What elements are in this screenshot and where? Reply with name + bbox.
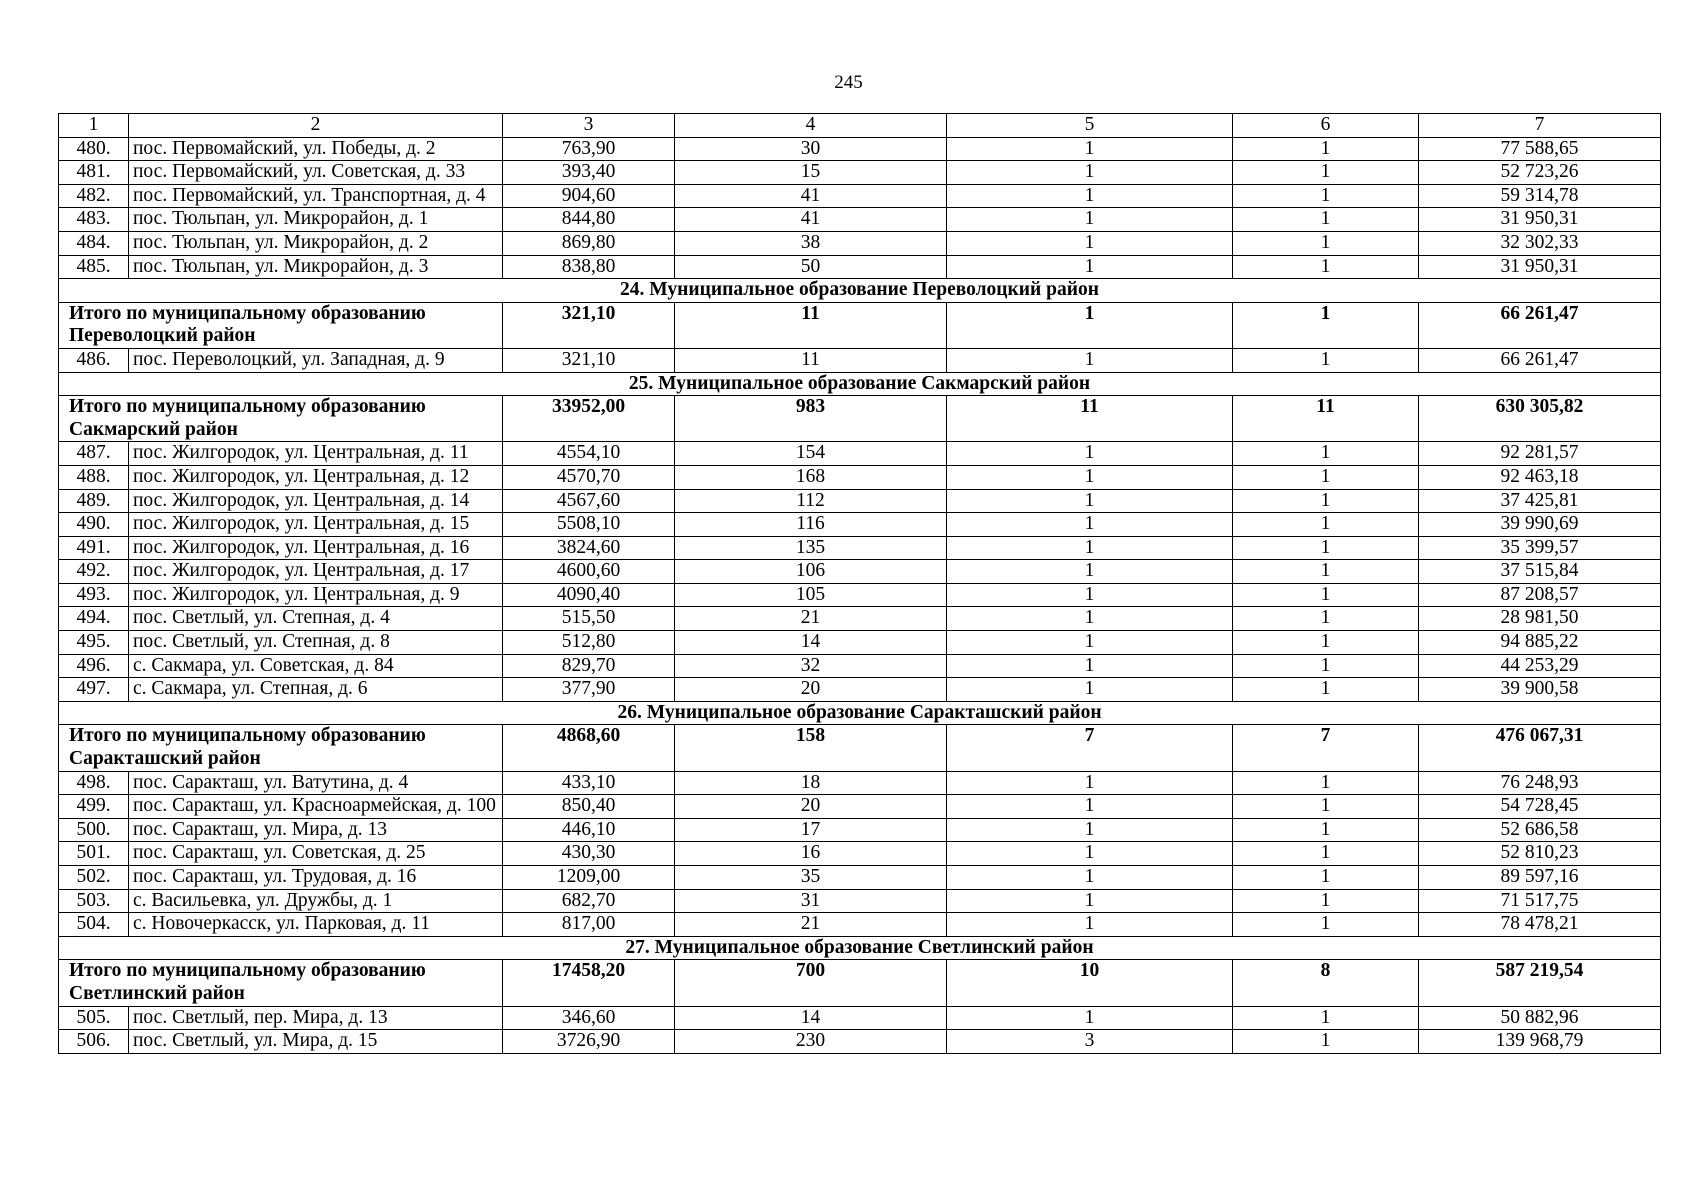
value-cell: 94 885,22 (1419, 631, 1661, 655)
column-header: 2 (129, 114, 503, 138)
value-cell: 50 882,96 (1419, 1006, 1661, 1030)
value-cell: 59 314,78 (1419, 184, 1661, 208)
value-cell: 31 950,31 (1419, 255, 1661, 279)
value-cell: 1 (1233, 583, 1419, 607)
value-cell: 50 (675, 255, 947, 279)
value-cell: 321,10 (503, 348, 675, 372)
total-row (59, 725, 1661, 771)
address-cell: пос. Светлый, пер. Мира, д. 13 (129, 1006, 503, 1030)
value-cell: 77 588,65 (1419, 137, 1661, 161)
address-cell: пос. Жилгородок, ул. Центральная, д. 12 (129, 465, 503, 489)
table-row (59, 1006, 1661, 1030)
table-row (59, 842, 1661, 866)
table-row (59, 889, 1661, 913)
value-cell: 31 (675, 889, 947, 913)
table-row (59, 654, 1661, 678)
total-value: 158 (675, 725, 947, 771)
value-cell: 54 728,45 (1419, 795, 1661, 819)
table-row (59, 513, 1661, 537)
value-cell: 1 (947, 1006, 1233, 1030)
value-cell: 52 723,26 (1419, 161, 1661, 185)
table-row (59, 913, 1661, 937)
table-row (59, 465, 1661, 489)
value-cell: 1 (1233, 560, 1419, 584)
value-cell: 20 (675, 678, 947, 702)
value-cell: 1 (1233, 889, 1419, 913)
table-row (59, 583, 1661, 607)
address-cell: пос. Саракташ, ул. Советская, д. 25 (129, 842, 503, 866)
value-cell: 817,00 (503, 913, 675, 937)
value-cell: 829,70 (503, 654, 675, 678)
value-cell: 4090,40 (503, 583, 675, 607)
value-cell: 52 686,58 (1419, 818, 1661, 842)
total-label: Итого по муниципальному образованию Светлинский район (59, 960, 503, 1006)
row-number: 494. (59, 607, 129, 631)
value-cell: 18 (675, 771, 947, 795)
value-cell: 1 (1233, 137, 1419, 161)
value-cell: 44 253,29 (1419, 654, 1661, 678)
value-cell: 31 950,31 (1419, 208, 1661, 232)
value-cell: 1 (947, 818, 1233, 842)
value-cell: 1 (947, 442, 1233, 466)
table-row (59, 866, 1661, 890)
value-cell: 17 (675, 818, 947, 842)
value-cell: 1209,00 (503, 866, 675, 890)
value-cell: 16 (675, 842, 947, 866)
address-cell: пос. Саракташ, ул. Мира, д. 13 (129, 818, 503, 842)
row-number: 482. (59, 184, 129, 208)
column-header: 4 (675, 114, 947, 138)
value-cell: 35 (675, 866, 947, 890)
value-cell: 1 (947, 771, 1233, 795)
value-cell: 4600,60 (503, 560, 675, 584)
value-cell: 39 990,69 (1419, 513, 1661, 537)
table-row (59, 184, 1661, 208)
address-cell: пос. Тюльпан, ул. Микрорайон, д. 1 (129, 208, 503, 232)
value-cell: 116 (675, 513, 947, 537)
value-cell: 1 (1233, 255, 1419, 279)
row-number: 485. (59, 255, 129, 279)
value-cell: 1 (1233, 771, 1419, 795)
value-cell: 1 (1233, 465, 1419, 489)
address-cell: пос. Тюльпан, ул. Микрорайон, д. 2 (129, 231, 503, 255)
value-cell: 346,60 (503, 1006, 675, 1030)
value-cell: 1 (947, 795, 1233, 819)
value-cell: 430,30 (503, 842, 675, 866)
value-cell: 446,10 (503, 818, 675, 842)
value-cell: 230 (675, 1030, 947, 1054)
row-number: 493. (59, 583, 129, 607)
value-cell: 89 597,16 (1419, 866, 1661, 890)
value-cell: 682,70 (503, 889, 675, 913)
table-row (59, 231, 1661, 255)
section-title: 24. Муниципальное образование Переволоцкий район (59, 279, 1661, 303)
value-cell: 1 (1233, 631, 1419, 655)
total-value: 66 261,47 (1419, 302, 1661, 348)
row-number: 503. (59, 889, 129, 913)
value-cell: 14 (675, 631, 947, 655)
address-cell: пос. Переволоцкий, ул. Западная, д. 9 (129, 348, 503, 372)
address-cell: пос. Первомайский, ул. Советская, д. 33 (129, 161, 503, 185)
table-row (59, 607, 1661, 631)
value-cell: 112 (675, 489, 947, 513)
value-cell: 1 (1233, 489, 1419, 513)
row-number: 484. (59, 231, 129, 255)
total-row (59, 302, 1661, 348)
table-row (59, 348, 1661, 372)
table-body (59, 114, 1661, 1054)
value-cell: 4567,60 (503, 489, 675, 513)
row-number: 489. (59, 489, 129, 513)
total-label: Итого по муниципальному образованию Сакмарский район (59, 396, 503, 442)
row-number: 499. (59, 795, 129, 819)
value-cell: 1 (947, 231, 1233, 255)
row-number: 504. (59, 913, 129, 937)
total-label: Итого по муниципальному образованию Переволоцкий район (59, 302, 503, 348)
total-value: 983 (675, 396, 947, 442)
column-header: 1 (59, 114, 129, 138)
row-number: 486. (59, 348, 129, 372)
value-cell: 168 (675, 465, 947, 489)
address-cell: пос. Тюльпан, ул. Микрорайон, д. 3 (129, 255, 503, 279)
address-cell: пос. Жилгородок, ул. Центральная, д. 16 (129, 536, 503, 560)
value-cell: 1 (1233, 513, 1419, 537)
value-cell: 92 281,57 (1419, 442, 1661, 466)
address-cell: с. Васильевка, ул. Дружбы, д. 1 (129, 889, 503, 913)
total-value: 11 (1233, 396, 1419, 442)
value-cell: 1 (1233, 184, 1419, 208)
value-cell: 4554,10 (503, 442, 675, 466)
row-number: 500. (59, 818, 129, 842)
row-number: 505. (59, 1006, 129, 1030)
total-value: 8 (1233, 960, 1419, 1006)
value-cell: 11 (675, 348, 947, 372)
table-row (59, 818, 1661, 842)
value-cell: 1 (1233, 607, 1419, 631)
value-cell: 1 (1233, 795, 1419, 819)
table-row (59, 208, 1661, 232)
table-row (59, 1030, 1661, 1054)
value-cell: 1 (1233, 208, 1419, 232)
total-row (59, 396, 1661, 442)
row-number: 491. (59, 536, 129, 560)
value-cell: 904,60 (503, 184, 675, 208)
value-cell: 1 (947, 607, 1233, 631)
address-cell: пос. Первомайский, ул. Транспортная, д. 4 (129, 184, 503, 208)
value-cell: 32 302,33 (1419, 231, 1661, 255)
value-cell: 377,90 (503, 678, 675, 702)
value-cell: 1 (947, 161, 1233, 185)
row-number: 496. (59, 654, 129, 678)
value-cell: 92 463,18 (1419, 465, 1661, 489)
value-cell: 1 (947, 678, 1233, 702)
table-row (59, 442, 1661, 466)
value-cell: 35 399,57 (1419, 536, 1661, 560)
section-title: 27. Муниципальное образование Светлинский район (59, 936, 1661, 960)
address-cell: пос. Жилгородок, ул. Центральная, д. 17 (129, 560, 503, 584)
value-cell: 1 (1233, 913, 1419, 937)
address-cell: пос. Саракташ, ул. Красноармейская, д. 100 (129, 795, 503, 819)
table-row (59, 255, 1661, 279)
table-row (59, 560, 1661, 584)
value-cell: 1 (947, 889, 1233, 913)
value-cell: 1 (947, 513, 1233, 537)
table-row (59, 795, 1661, 819)
value-cell: 1 (1233, 1030, 1419, 1054)
address-cell: пос. Первомайский, ул. Победы, д. 2 (129, 137, 503, 161)
row-number: 480. (59, 137, 129, 161)
total-value: 7 (1233, 725, 1419, 771)
value-cell: 87 208,57 (1419, 583, 1661, 607)
total-value: 321,10 (503, 302, 675, 348)
row-number: 490. (59, 513, 129, 537)
value-cell: 14 (675, 1006, 947, 1030)
value-cell: 838,80 (503, 255, 675, 279)
value-cell: 21 (675, 913, 947, 937)
total-value: 476 067,31 (1419, 725, 1661, 771)
value-cell: 1 (947, 560, 1233, 584)
total-value: 587 219,54 (1419, 960, 1661, 1006)
row-number: 488. (59, 465, 129, 489)
value-cell: 135 (675, 536, 947, 560)
value-cell: 52 810,23 (1419, 842, 1661, 866)
value-cell: 1 (1233, 536, 1419, 560)
value-cell: 105 (675, 583, 947, 607)
value-cell: 71 517,75 (1419, 889, 1661, 913)
value-cell: 66 261,47 (1419, 348, 1661, 372)
table-row (59, 536, 1661, 560)
value-cell: 3 (947, 1030, 1233, 1054)
row-number: 502. (59, 866, 129, 890)
value-cell: 1 (947, 489, 1233, 513)
row-number: 506. (59, 1030, 129, 1054)
table-row (59, 137, 1661, 161)
total-value: 7 (947, 725, 1233, 771)
table-row (59, 631, 1661, 655)
row-number: 483. (59, 208, 129, 232)
column-header: 3 (503, 114, 675, 138)
total-value: 4868,60 (503, 725, 675, 771)
value-cell: 1 (947, 654, 1233, 678)
row-number: 487. (59, 442, 129, 466)
value-cell: 1 (1233, 842, 1419, 866)
table-row (59, 771, 1661, 795)
address-cell: пос. Светлый, ул. Степная, д. 8 (129, 631, 503, 655)
value-cell: 515,50 (503, 607, 675, 631)
address-cell: пос. Светлый, ул. Степная, д. 4 (129, 607, 503, 631)
column-number-header-row (59, 114, 1661, 138)
value-cell: 78 478,21 (1419, 913, 1661, 937)
total-value: 11 (675, 302, 947, 348)
table-row (59, 161, 1661, 185)
address-cell: с. Сакмара, ул. Степная, д. 6 (129, 678, 503, 702)
total-value: 33952,00 (503, 396, 675, 442)
value-cell: 1 (1233, 818, 1419, 842)
value-cell: 41 (675, 208, 947, 232)
value-cell: 30 (675, 137, 947, 161)
value-cell: 28 981,50 (1419, 607, 1661, 631)
section-header-row (59, 701, 1661, 725)
value-cell: 3726,90 (503, 1030, 675, 1054)
address-cell: пос. Жилгородок, ул. Центральная, д. 11 (129, 442, 503, 466)
address-cell: пос. Светлый, ул. Мира, д. 15 (129, 1030, 503, 1054)
value-cell: 4570,70 (503, 465, 675, 489)
total-value: 11 (947, 396, 1233, 442)
value-cell: 393,40 (503, 161, 675, 185)
row-number: 498. (59, 771, 129, 795)
total-value: 17458,20 (503, 960, 675, 1006)
value-cell: 76 248,93 (1419, 771, 1661, 795)
value-cell: 1 (947, 348, 1233, 372)
row-number: 497. (59, 678, 129, 702)
value-cell: 844,80 (503, 208, 675, 232)
address-cell: с. Новочеркасск, ул. Парковая, д. 11 (129, 913, 503, 937)
value-cell: 763,90 (503, 137, 675, 161)
total-label: Итого по муниципальному образованию Саракташский район (59, 725, 503, 771)
section-title: 25. Муниципальное образование Сакмарский район (59, 372, 1661, 396)
page-number: 245 (834, 72, 863, 93)
table-row (59, 678, 1661, 702)
housing-table (58, 113, 1661, 1054)
total-value: 630 305,82 (1419, 396, 1661, 442)
value-cell: 1 (1233, 1006, 1419, 1030)
value-cell: 1 (1233, 161, 1419, 185)
value-cell: 433,10 (503, 771, 675, 795)
value-cell: 5508,10 (503, 513, 675, 537)
section-header-row (59, 936, 1661, 960)
value-cell: 37 515,84 (1419, 560, 1661, 584)
table-row (59, 489, 1661, 513)
value-cell: 39 900,58 (1419, 678, 1661, 702)
row-number: 492. (59, 560, 129, 584)
value-cell: 32 (675, 654, 947, 678)
total-value: 700 (675, 960, 947, 1006)
value-cell: 1 (1233, 654, 1419, 678)
section-title: 26. Муниципальное образование Саракташский район (59, 701, 1661, 725)
section-header-row (59, 279, 1661, 303)
value-cell: 1 (947, 583, 1233, 607)
value-cell: 38 (675, 231, 947, 255)
value-cell: 1 (947, 184, 1233, 208)
row-number: 495. (59, 631, 129, 655)
value-cell: 3824,60 (503, 536, 675, 560)
value-cell: 1 (947, 842, 1233, 866)
address-cell: пос. Жилгородок, ул. Центральная, д. 14 (129, 489, 503, 513)
value-cell: 1 (1233, 866, 1419, 890)
address-cell: пос. Саракташ, ул. Трудовая, д. 16 (129, 866, 503, 890)
total-value: 1 (1233, 302, 1419, 348)
address-cell: пос. Саракташ, ул. Ватутина, д. 4 (129, 771, 503, 795)
row-number: 501. (59, 842, 129, 866)
value-cell: 37 425,81 (1419, 489, 1661, 513)
value-cell: 850,40 (503, 795, 675, 819)
value-cell: 1 (947, 208, 1233, 232)
value-cell: 106 (675, 560, 947, 584)
total-value: 1 (947, 302, 1233, 348)
value-cell: 869,80 (503, 231, 675, 255)
row-number: 481. (59, 161, 129, 185)
value-cell: 1 (947, 255, 1233, 279)
value-cell: 1 (947, 137, 1233, 161)
address-cell: пос. Жилгородок, ул. Центральная, д. 9 (129, 583, 503, 607)
address-cell: с. Сакмара, ул. Советская, д. 84 (129, 654, 503, 678)
value-cell: 1 (1233, 348, 1419, 372)
value-cell: 512,80 (503, 631, 675, 655)
total-row (59, 960, 1661, 1006)
value-cell: 1 (947, 536, 1233, 560)
total-value: 10 (947, 960, 1233, 1006)
column-header: 5 (947, 114, 1233, 138)
value-cell: 1 (1233, 442, 1419, 466)
value-cell: 1 (947, 866, 1233, 890)
value-cell: 21 (675, 607, 947, 631)
section-header-row (59, 372, 1661, 396)
value-cell: 20 (675, 795, 947, 819)
value-cell: 1 (947, 913, 1233, 937)
value-cell: 154 (675, 442, 947, 466)
value-cell: 41 (675, 184, 947, 208)
value-cell: 1 (947, 631, 1233, 655)
value-cell: 1 (947, 465, 1233, 489)
column-header: 6 (1233, 114, 1419, 138)
address-cell: пос. Жилгородок, ул. Центральная, д. 15 (129, 513, 503, 537)
value-cell: 1 (1233, 231, 1419, 255)
value-cell: 15 (675, 161, 947, 185)
value-cell: 1 (1233, 678, 1419, 702)
value-cell: 139 968,79 (1419, 1030, 1661, 1054)
column-header: 7 (1419, 114, 1661, 138)
